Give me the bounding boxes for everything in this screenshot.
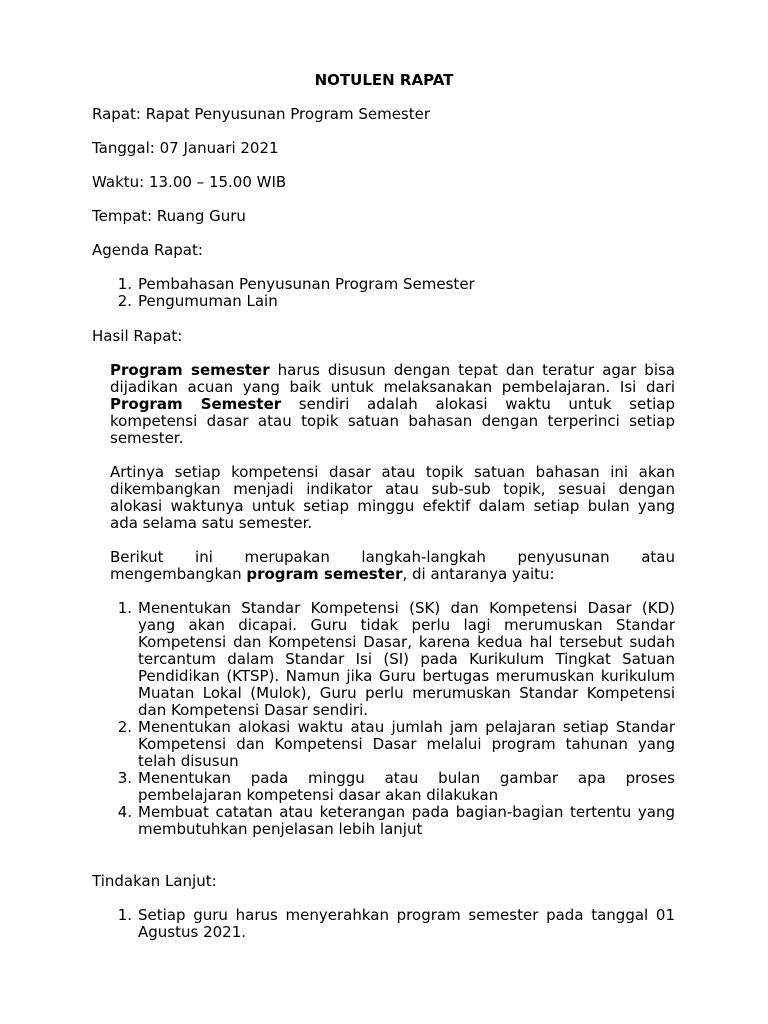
bold-term: program semester	[246, 565, 403, 583]
steps-list	[112, 600, 675, 838]
list-number: 1.	[117, 906, 132, 924]
paragraph-line: Berikut ini merupakan langkah-langkah penyusunan atau	[110, 548, 675, 566]
results-paragraph-3	[110, 549, 675, 583]
list-text: Membuat catatan atau keterangan pada bagian-bagian tertentu yang membutuhkan penjelasan lebih lanjut	[138, 803, 675, 838]
list-text: Pembahasan Penyusunan Program Semester	[138, 275, 475, 293]
list-item	[112, 804, 675, 838]
list-item	[112, 293, 692, 310]
paragraph-line: mengembangkan program semester, di antaranya yaitu:	[110, 565, 555, 583]
results-heading: Hasil Rapat:	[92, 327, 183, 345]
list-number: 4.	[117, 803, 132, 821]
list-text: Menentukan pada minggu atau bulan gambar apa proses pembelajaran kompetensi dasar akan dilakukan	[138, 769, 675, 804]
agenda-list	[112, 276, 692, 310]
meeting-name: Rapat: Rapat Penyusunan Program Semester	[92, 105, 431, 123]
list-item	[112, 276, 692, 293]
bold-term: Program semester	[110, 361, 270, 379]
list-item	[112, 600, 675, 719]
results-paragraph-2: Artinya setiap kompetensi dasar atau topik satuan bahasan ini akan dikembangkan menjadi indikator atau sub-sub topik, sesuai dengan alokasi waktunya untuk setiap minggu efektif dalam setiap bulan yang ada selama satu semester.	[110, 463, 675, 532]
list-item	[112, 719, 675, 770]
document-title: NOTULEN RAPAT	[314, 71, 454, 89]
meeting-time: Waktu: 13.00 – 15.00 WIB	[92, 173, 287, 191]
follow-up-heading: Tindakan Lanjut:	[92, 872, 217, 890]
list-number: 2.	[117, 718, 132, 736]
list-number: 3.	[117, 769, 132, 787]
list-item	[112, 770, 675, 804]
list-number: 1.	[117, 275, 132, 293]
list-number: 2.	[117, 292, 132, 310]
list-number: 1.	[117, 599, 132, 617]
follow-up-list	[112, 907, 675, 941]
agenda-heading: Agenda Rapat:	[92, 241, 203, 259]
meeting-date: Tanggal: 07 Januari 2021	[92, 139, 279, 157]
list-text: Menentukan Standar Kompetensi (SK) dan Kompetensi Dasar (KD) yang akan dicapai. Guru tidak perlu lagi merumuskan Standar Kompetensi dan Kompetensi Dasar, karena kedua hal tersebut sudah tercantum dalam Standar Isi (SI) pada Kurikulum Tingkat Satuan Pendidikan (KTSP). Namun jika Guru bertugas merumuskan kurikulum Muatan Lokal (Mulok), Guru perlu merumuskan Standar Kompetensi dan Kompetensi Dasar sendiri.	[138, 599, 675, 719]
list-text: Menentukan alokasi waktu atau jumlah jam pelajaran setiap Standar Kompetensi dan Kompetensi Dasar melalui program tahunan yang telah disusun	[138, 718, 675, 770]
list-item	[112, 907, 675, 941]
results-paragraph-1: Program semester harus disusun dengan tepat dan teratur agar bisa dijadikan acuan yang baik untuk melaksanakan pembelajaran. Isi dari Program Semester sendiri adalah alokasi waktu untuk setiap kompetensi dasar atau topik satuan bahasan dengan terperinci setiap semester.	[110, 361, 675, 447]
bold-term: Program Semester	[110, 395, 282, 413]
meeting-place: Tempat: Ruang Guru	[92, 207, 246, 225]
list-text: Setiap guru harus menyerahkan program semester pada tanggal 01 Agustus 2021.	[138, 906, 675, 941]
list-text: Pengumuman Lain	[138, 292, 278, 310]
